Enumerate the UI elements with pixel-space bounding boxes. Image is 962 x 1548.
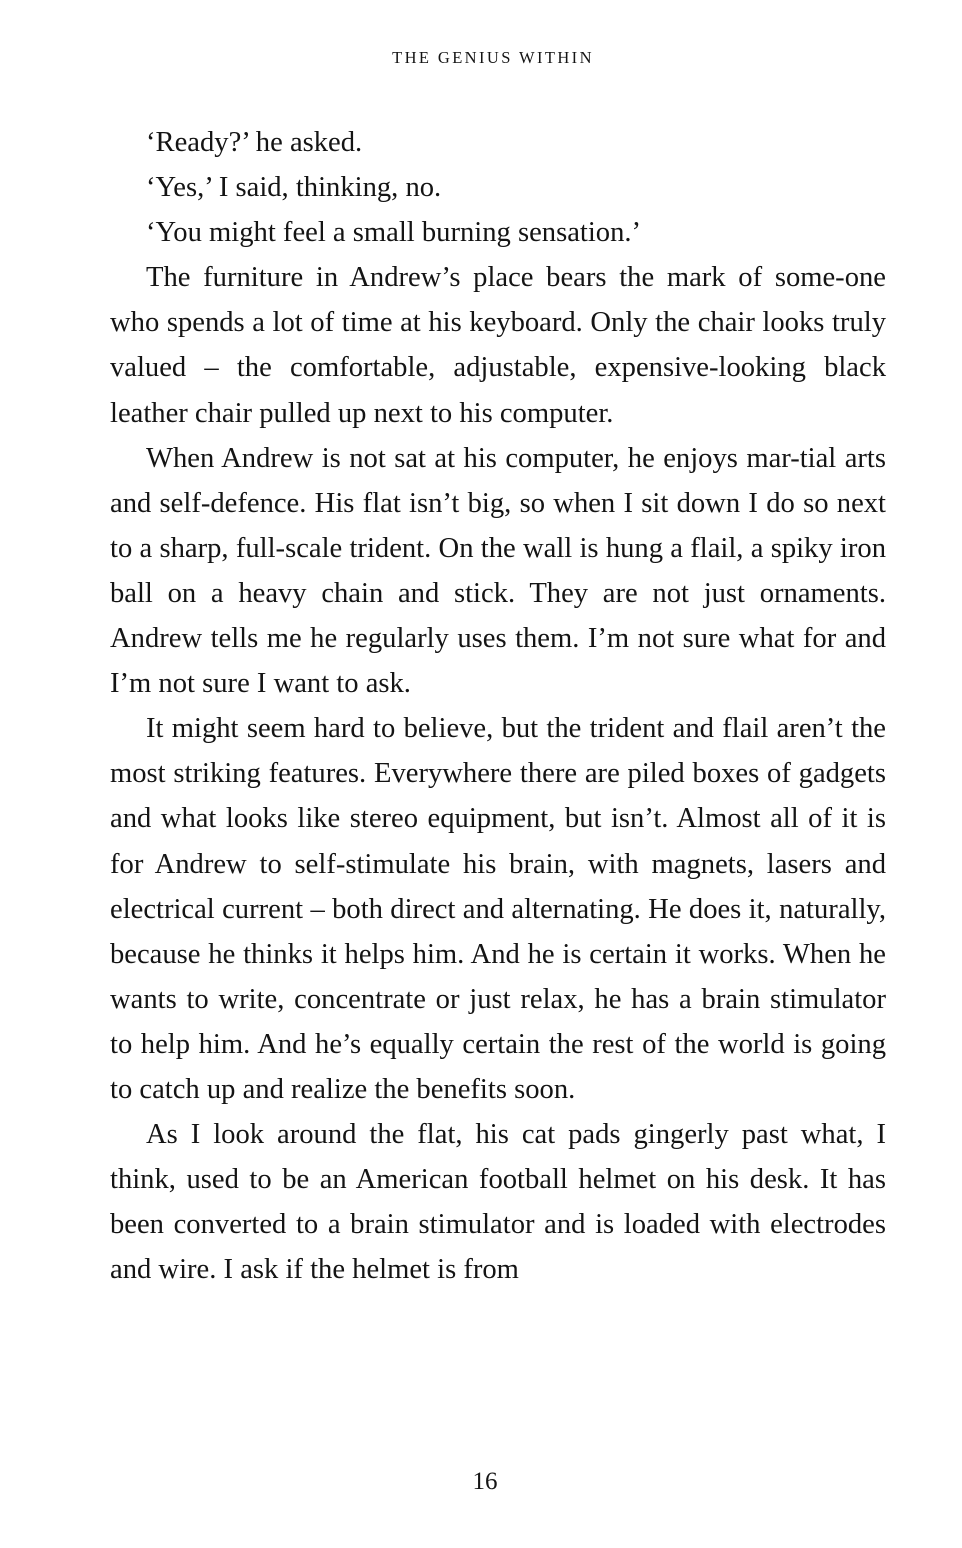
paragraph-gadgets: It might seem hard to believe, but the trident and flail aren’t the most striking features. Everywhere there are piled boxes of gadgets and what looks like stereo equipment, but isn’t. Almost all of it is for Andrew to self-stimulate his brain, with magnets, lasers and electrical current – both direct and alternating. He does it, naturally, because he thinks it helps him. And he is certain it works. When he wants to write, concentrate or just relax, he has a brain stimulator to help him. And he’s equally certain the rest of the world is going to catch up and realize the benefits soon. [110,713,886,1105]
paragraph-helmet: As I look around the flat, his cat pads gingerly past what, I think, used to be an American football helmet on his desk. It has been converted to a brain stimulator and is loaded with electrodes and wire. I ask if the helmet is from [110,1119,886,1286]
paragraph-martial-arts: When Andrew is not sat at his computer, he enjoys mar-tial arts and self-defence. His flat isn’t big, so when I sit down I do so next to a sharp, full-scale trident. On the wall is hung a flail, a spiky iron ball on a heavy chain and stick. They are not just ornaments. Andrew tells me he regularly uses them. I’m not sure what for and I’m not sure I want to ask. [110,442,886,700]
body-text [110,120,886,1292]
running-head: THE GENIUS WITHIN [392,48,594,67]
page-number: 16 [472,1468,498,1495]
paragraph-furniture: The furniture in Andrew’s place bears the mark of some-one who spends a lot of time at his keyboard. Only the chair looks truly valued – the comfortable, adjustable, expensive-looking black leather chair pulled up next to his computer. [110,262,886,429]
paragraph-dialogue-burning: ‘You might feel a small burning sensation.’ [146,217,642,249]
paragraph-dialogue-ready: ‘Ready?’ he asked. [146,127,363,158]
paragraph-dialogue-yes: ‘Yes,’ I said, thinking, no. [146,172,442,204]
